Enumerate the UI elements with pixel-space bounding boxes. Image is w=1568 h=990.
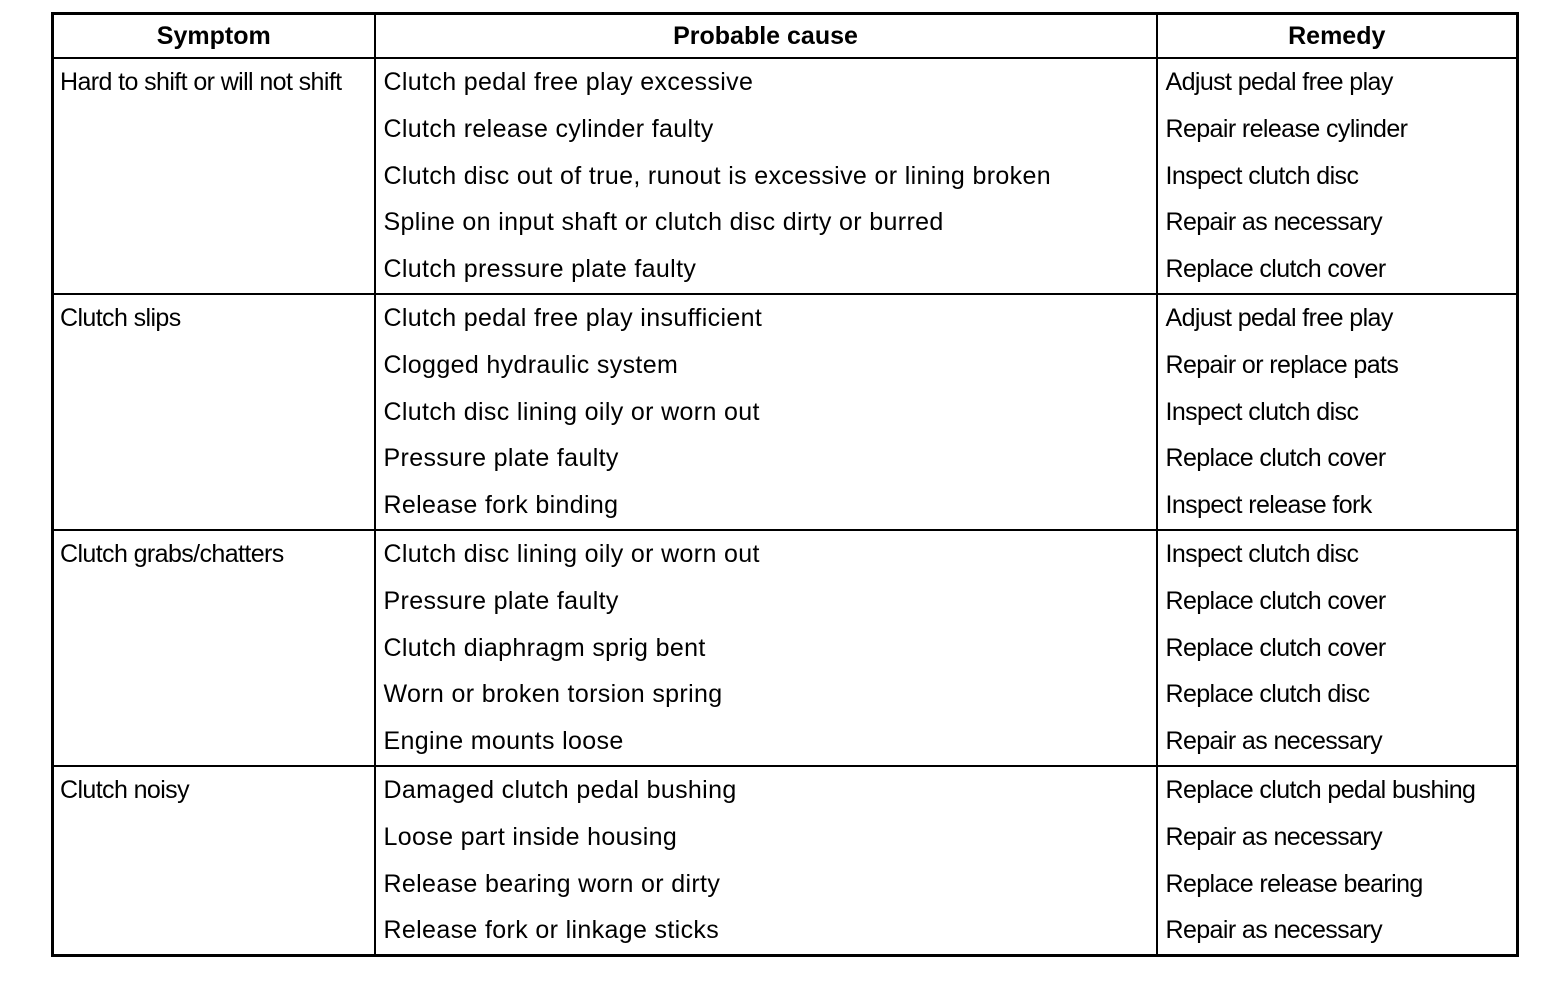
remedy-cell: Replace clutch cover — [1157, 246, 1518, 294]
cause-cell: Clutch release cylinder faulty — [375, 106, 1157, 153]
remedy-cell: Adjust pedal free play — [1157, 294, 1518, 342]
remedy-cell: Replace clutch cover — [1157, 625, 1518, 672]
cause-cell: Clutch disc lining oily or worn out — [375, 530, 1157, 578]
table-row — [53, 766, 1518, 814]
cause-cell: Release fork or linkage sticks — [375, 907, 1157, 955]
cause-cell: Clutch pedal free play excessive — [375, 58, 1157, 106]
header-row — [53, 14, 1518, 59]
remedy-cell: Repair release cylinder — [1157, 106, 1518, 153]
remedy-cell: Repair as necessary — [1157, 907, 1518, 955]
table-row — [53, 530, 1518, 578]
remedy-cell: Replace clutch cover — [1157, 578, 1518, 625]
symptom-cell: Clutch slips — [53, 294, 375, 530]
remedy-cell: Adjust pedal free play — [1157, 58, 1518, 106]
symptom-cell: Clutch noisy — [53, 766, 375, 956]
cause-cell: Clogged hydraulic system — [375, 342, 1157, 389]
cause-cell: Worn or broken torsion spring — [375, 671, 1157, 718]
header-remedy: Remedy — [1157, 14, 1518, 59]
cause-cell: Clutch pressure plate faulty — [375, 246, 1157, 294]
cause-cell: Clutch disc lining oily or worn out — [375, 389, 1157, 436]
header-symptom: Symptom — [53, 14, 375, 59]
cause-cell: Pressure plate faulty — [375, 578, 1157, 625]
table-row — [53, 58, 1518, 106]
cause-cell: Clutch disc out of true, runout is excessive or lining broken — [375, 153, 1157, 200]
header-probable-cause: Probable cause — [375, 14, 1157, 59]
symptom-group — [53, 530, 1518, 766]
cause-cell: Spline on input shaft or clutch disc dirty or burred — [375, 199, 1157, 246]
cause-cell: Clutch diaphragm sprig bent — [375, 625, 1157, 672]
troubleshooting-table — [51, 12, 1519, 957]
remedy-cell: Inspect release fork — [1157, 482, 1518, 530]
cause-cell: Release fork binding — [375, 482, 1157, 530]
symptom-group — [53, 294, 1518, 530]
cause-cell: Clutch pedal free play insufficient — [375, 294, 1157, 342]
table-header — [53, 14, 1518, 59]
symptom-cell: Clutch grabs/chatters — [53, 530, 375, 766]
remedy-cell: Repair as necessary — [1157, 718, 1518, 766]
remedy-cell: Repair or replace pats — [1157, 342, 1518, 389]
symptom-group — [53, 58, 1518, 294]
cause-cell: Release bearing worn or dirty — [375, 861, 1157, 908]
cause-cell: Loose part inside housing — [375, 814, 1157, 861]
remedy-cell: Inspect clutch disc — [1157, 530, 1518, 578]
remedy-cell: Replace release bearing — [1157, 861, 1518, 908]
symptom-cell: Hard to shift or will not shift — [53, 58, 375, 294]
remedy-cell: Repair as necessary — [1157, 199, 1518, 246]
remedy-cell: Replace clutch disc — [1157, 671, 1518, 718]
remedy-cell: Inspect clutch disc — [1157, 389, 1518, 436]
remedy-cell: Replace clutch cover — [1157, 435, 1518, 482]
cause-cell: Pressure plate faulty — [375, 435, 1157, 482]
remedy-cell: Repair as necessary — [1157, 814, 1518, 861]
cause-cell: Damaged clutch pedal bushing — [375, 766, 1157, 814]
symptom-group — [53, 766, 1518, 956]
table-row — [53, 294, 1518, 342]
cause-cell: Engine mounts loose — [375, 718, 1157, 766]
remedy-cell: Inspect clutch disc — [1157, 153, 1518, 200]
remedy-cell: Replace clutch pedal bushing — [1157, 766, 1518, 814]
